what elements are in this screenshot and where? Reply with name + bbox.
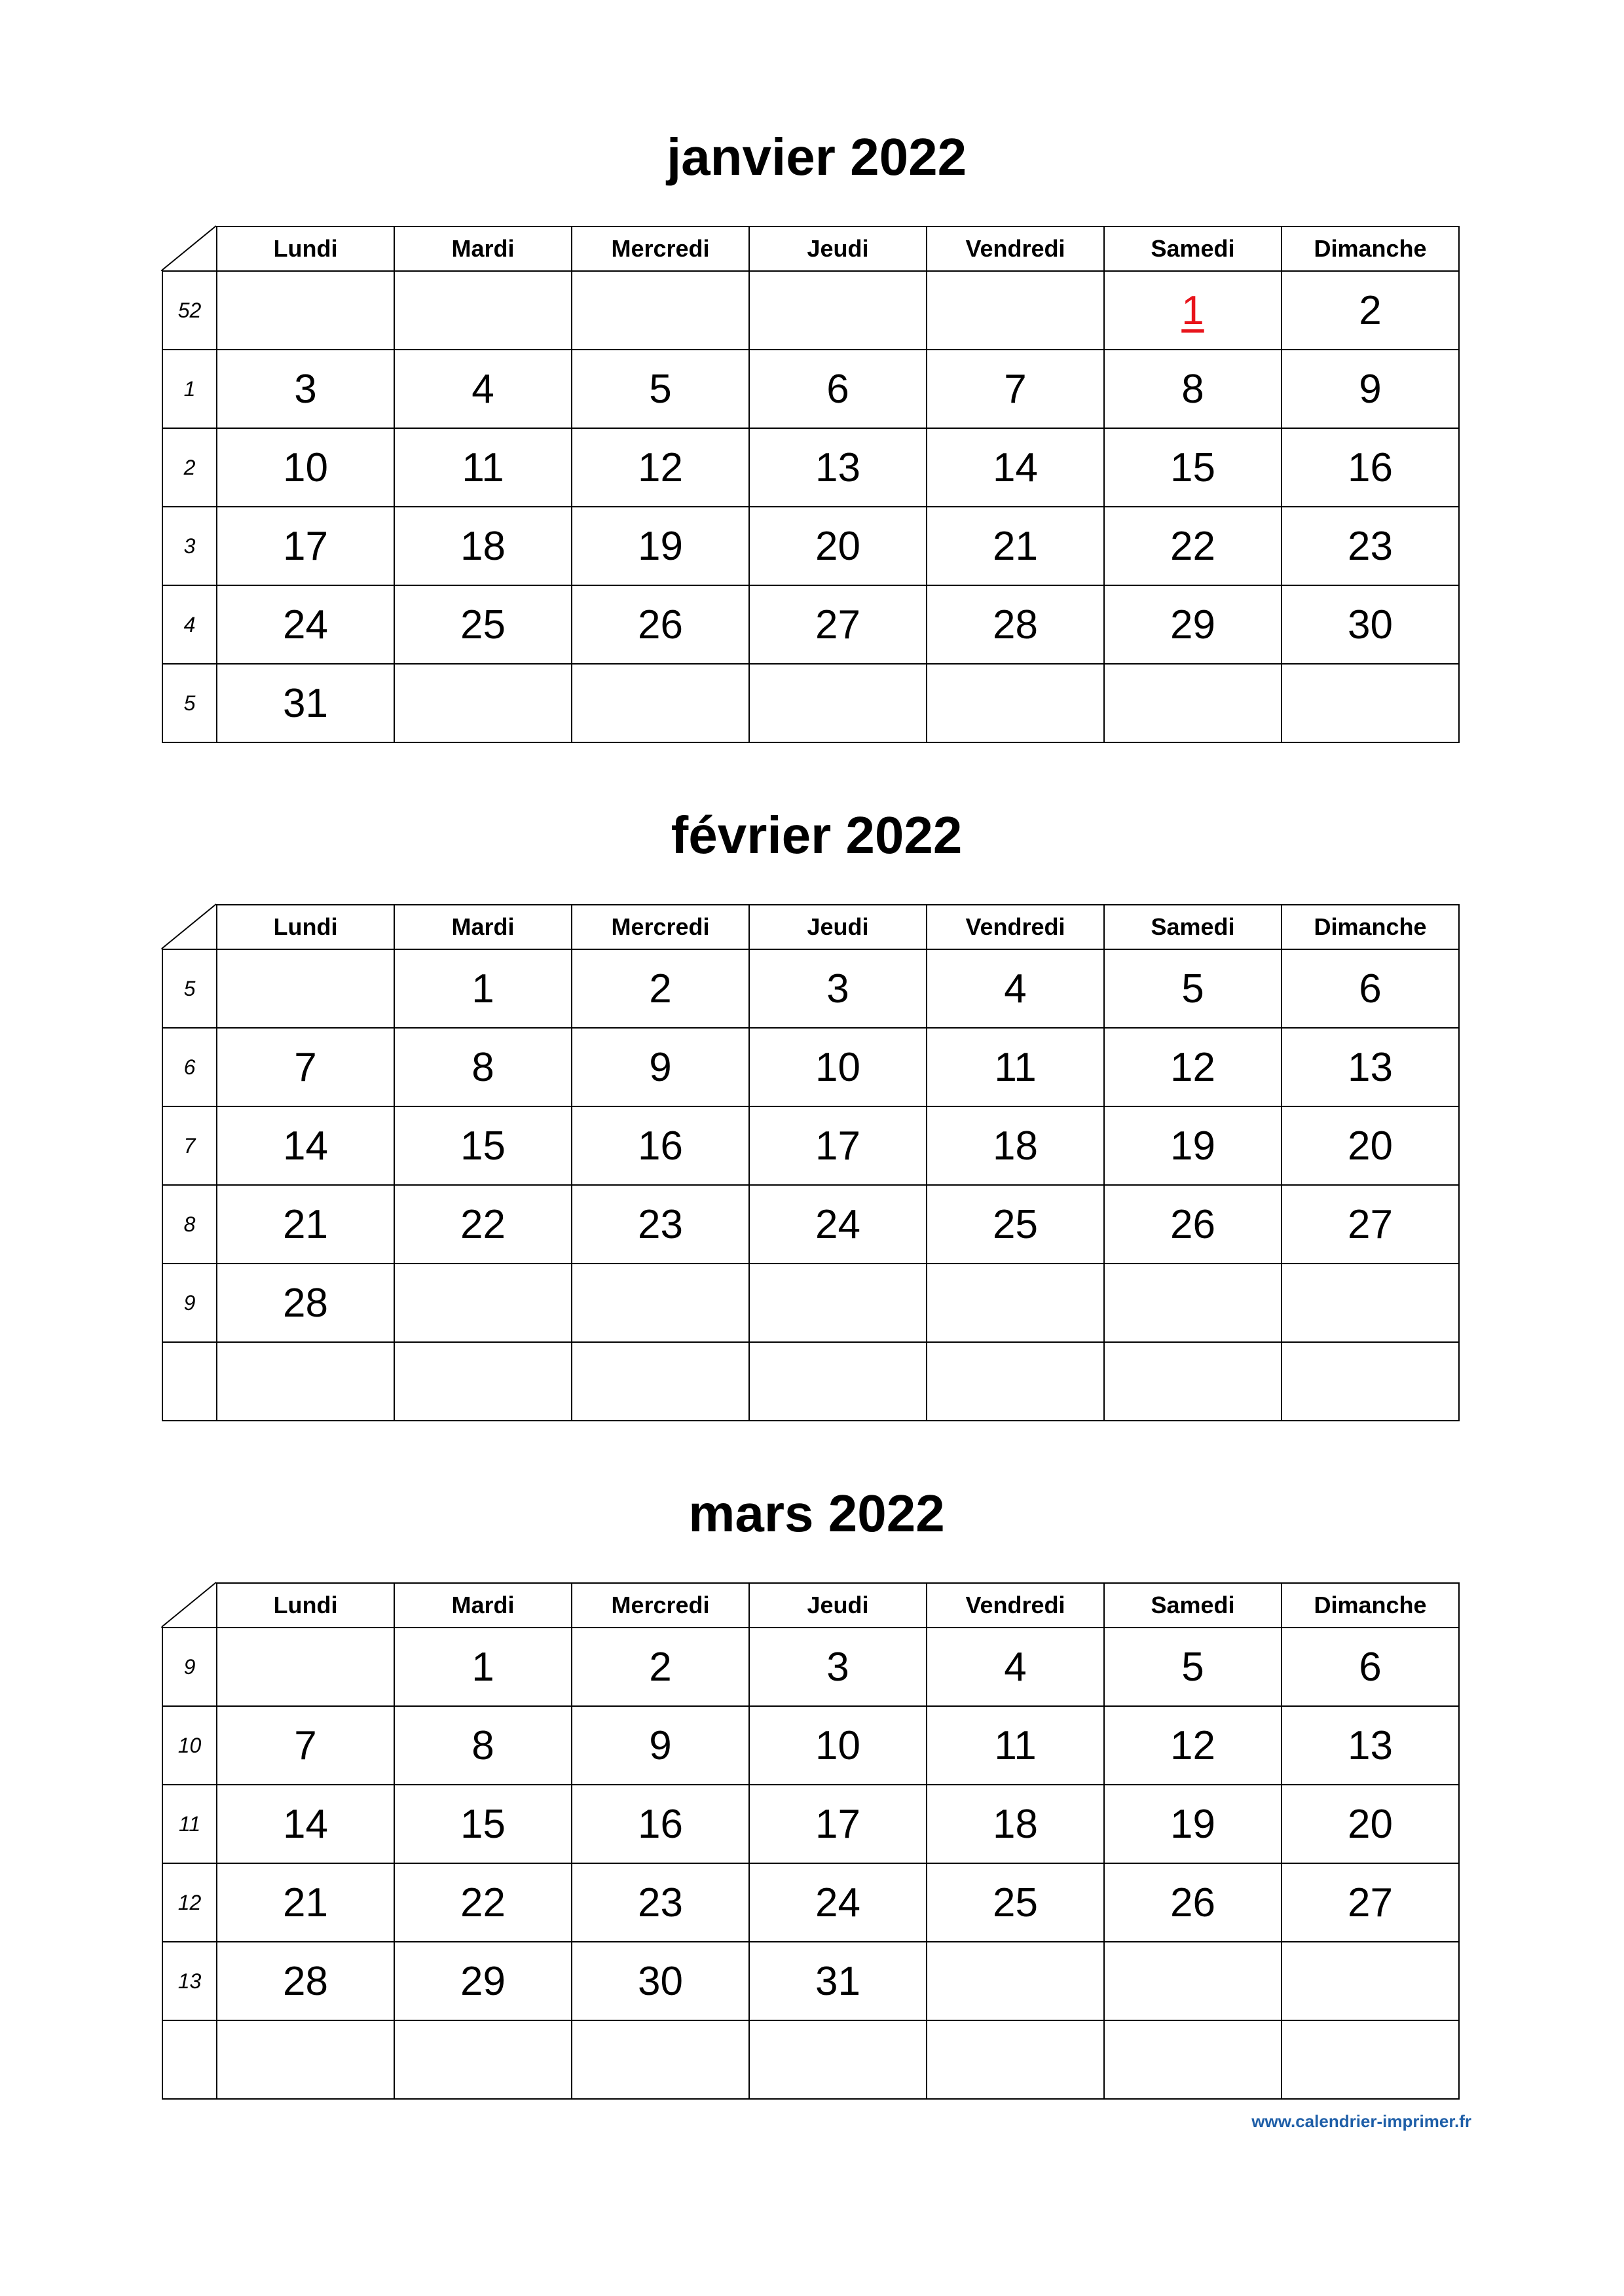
day-cell [217, 1342, 394, 1421]
day-cell [217, 585, 394, 664]
day-number: 24 [815, 1880, 860, 1925]
day-cell [1282, 664, 1459, 742]
week-row [162, 1028, 1459, 1106]
day-cell [394, 1342, 572, 1421]
weekday-header: Mardi [394, 1583, 572, 1628]
day-number: 2 [1359, 287, 1382, 333]
day-number: 19 [1170, 1123, 1215, 1169]
day-cell [927, 350, 1104, 428]
calendar-grid [162, 904, 1460, 1421]
day-cell [749, 1106, 927, 1185]
weekday-header: Jeudi [749, 227, 927, 271]
weekday-header: Mardi [394, 905, 572, 949]
day-number: 23 [638, 1201, 683, 1247]
day-cell [572, 271, 749, 350]
week-corner [162, 905, 217, 949]
day-number: 13 [1348, 1044, 1393, 1090]
day-cell [749, 1942, 927, 2020]
day-cell [749, 2020, 927, 2099]
day-cell [394, 1028, 572, 1106]
day-cell [749, 1028, 927, 1106]
day-number: 17 [283, 523, 328, 569]
day-number: 3 [826, 1644, 849, 1690]
day-number: 18 [993, 1801, 1038, 1847]
day-cell [1282, 350, 1459, 428]
day-number: 3 [294, 366, 317, 412]
day-cell [1104, 585, 1282, 664]
day-cell [1282, 507, 1459, 585]
day-number: 31 [815, 1958, 860, 2004]
day-cell [749, 507, 927, 585]
day-cell [927, 664, 1104, 742]
day-number: 24 [283, 602, 328, 647]
day-cell [749, 1785, 927, 1863]
day-cell [1282, 1185, 1459, 1264]
week-row [162, 507, 1459, 585]
day-cell [572, 585, 749, 664]
week-number: 52 [162, 271, 217, 350]
day-cell [217, 1264, 394, 1342]
day-number: 16 [1348, 445, 1393, 490]
week-number [162, 1342, 217, 1421]
weekday-header: Lundi [217, 1583, 394, 1628]
day-number: 22 [460, 1880, 506, 1925]
day-cell [217, 350, 394, 428]
day-cell [1104, 271, 1282, 350]
week-row [162, 1264, 1459, 1342]
weekday-header: Vendredi [927, 905, 1104, 949]
weekday-header: Mardi [394, 227, 572, 271]
day-number: 24 [815, 1201, 860, 1247]
day-cell [394, 1106, 572, 1185]
day-number: 5 [1181, 1644, 1204, 1690]
day-cell [749, 428, 927, 507]
day-number: 27 [1348, 1880, 1393, 1925]
day-number: 5 [1181, 966, 1204, 1011]
day-cell [572, 1106, 749, 1185]
weekday-header: Samedi [1104, 1583, 1282, 1628]
day-cell [749, 271, 927, 350]
day-cell [217, 1706, 394, 1785]
day-number: 15 [460, 1801, 506, 1847]
week-number: 12 [162, 1863, 217, 1942]
week-corner [162, 1583, 217, 1628]
weekday-header: Mercredi [572, 227, 749, 271]
day-number: 1 [471, 1644, 494, 1690]
day-cell [572, 664, 749, 742]
day-number: 27 [815, 602, 860, 647]
week-row [162, 428, 1459, 507]
day-cell [749, 585, 927, 664]
day-number: 18 [993, 1123, 1038, 1169]
day-cell [749, 949, 927, 1028]
weekday-header: Mercredi [572, 905, 749, 949]
day-cell [927, 1264, 1104, 1342]
day-number: 28 [283, 1280, 328, 1326]
day-cell [1282, 1106, 1459, 1185]
weekday-header: Lundi [217, 227, 394, 271]
day-cell [394, 428, 572, 507]
day-number: 28 [283, 1958, 328, 2004]
day-number: 9 [1359, 366, 1382, 412]
day-cell [1104, 1106, 1282, 1185]
day-cell [572, 1185, 749, 1264]
day-number: 21 [283, 1201, 328, 1247]
day-cell [749, 350, 927, 428]
day-number: 30 [638, 1958, 683, 2004]
day-cell [1104, 1942, 1282, 2020]
day-cell [1282, 428, 1459, 507]
day-cell [394, 664, 572, 742]
day-number: 2 [649, 1644, 672, 1690]
day-cell [217, 271, 394, 350]
day-number: 29 [1170, 602, 1215, 647]
day-number: 10 [815, 1044, 860, 1090]
day-cell [1282, 1785, 1459, 1863]
day-number: 11 [462, 445, 504, 490]
calendar-grid [162, 1582, 1460, 2100]
day-number: 27 [1348, 1201, 1393, 1247]
day-number: 16 [638, 1801, 683, 1847]
day-cell [572, 1706, 749, 1785]
day-cell [217, 2020, 394, 2099]
week-number: 8 [162, 1185, 217, 1264]
day-number: 29 [460, 1958, 506, 2004]
day-cell [1104, 1706, 1282, 1785]
weekday-header: Vendredi [927, 227, 1104, 271]
weekday-header: Samedi [1104, 227, 1282, 271]
day-cell [1282, 1863, 1459, 1942]
day-cell [1104, 350, 1282, 428]
day-number: 9 [649, 1722, 672, 1768]
day-number: 16 [638, 1123, 683, 1169]
week-row [162, 664, 1459, 742]
day-number: 6 [826, 366, 849, 412]
day-cell [572, 428, 749, 507]
day-number: 7 [294, 1722, 317, 1768]
week-number: 7 [162, 1106, 217, 1185]
day-number: 18 [460, 523, 506, 569]
month-title: mars 2022 [688, 1484, 945, 1542]
day-number: 31 [283, 680, 328, 726]
day-cell [1104, 1028, 1282, 1106]
day-number: 9 [649, 1044, 672, 1090]
day-number: 26 [1170, 1880, 1215, 1925]
day-cell [572, 1628, 749, 1706]
day-cell [927, 1106, 1104, 1185]
day-number: 3 [826, 966, 849, 1011]
day-cell [217, 1628, 394, 1706]
day-number: 12 [638, 445, 683, 490]
week-number: 5 [162, 949, 217, 1028]
day-cell [217, 664, 394, 742]
day-number: 23 [638, 1880, 683, 1925]
day-cell [1282, 1342, 1459, 1421]
day-number: 17 [815, 1123, 860, 1169]
week-row [162, 1342, 1459, 1421]
day-cell [749, 1863, 927, 1942]
day-number: 2 [649, 966, 672, 1011]
day-number: 23 [1348, 523, 1393, 569]
week-number: 9 [162, 1628, 217, 1706]
day-cell [1282, 1942, 1459, 2020]
day-cell [927, 1028, 1104, 1106]
day-number: 25 [460, 602, 506, 647]
weekday-header: Mercredi [572, 1583, 749, 1628]
day-cell [1104, 2020, 1282, 2099]
day-cell [394, 271, 572, 350]
day-cell [1104, 949, 1282, 1028]
day-cell [927, 1342, 1104, 1421]
day-cell [927, 949, 1104, 1028]
day-cell [217, 949, 394, 1028]
day-number: 25 [993, 1880, 1038, 1925]
day-cell [394, 1706, 572, 1785]
day-cell [394, 1628, 572, 1706]
day-cell [1282, 1028, 1459, 1106]
week-row [162, 1106, 1459, 1185]
weekday-header: Dimanche [1282, 905, 1459, 949]
day-cell [1104, 1342, 1282, 1421]
week-row [162, 1185, 1459, 1264]
day-number: 7 [294, 1044, 317, 1090]
day-number: 4 [1004, 966, 1027, 1011]
week-number: 13 [162, 1942, 217, 2020]
day-cell [749, 1264, 927, 1342]
day-number: 22 [1170, 523, 1215, 569]
day-number: 21 [283, 1880, 328, 1925]
day-cell [394, 1863, 572, 1942]
day-cell [1104, 1185, 1282, 1264]
day-number: 26 [1170, 1201, 1215, 1247]
day-cell [927, 1185, 1104, 1264]
weekday-header: Jeudi [749, 1583, 927, 1628]
day-cell [927, 507, 1104, 585]
week-number: 1 [162, 350, 217, 428]
day-cell [217, 1785, 394, 1863]
weekday-header: Jeudi [749, 905, 927, 949]
week-row [162, 1706, 1459, 1785]
week-corner [162, 227, 217, 271]
day-number: 11 [994, 1722, 1037, 1768]
week-number: 11 [162, 1785, 217, 1863]
day-cell [1282, 585, 1459, 664]
day-number: 6 [1359, 966, 1382, 1011]
weekday-header: Dimanche [1282, 1583, 1459, 1628]
day-number: 8 [1181, 366, 1204, 412]
day-cell [1104, 1785, 1282, 1863]
day-cell [394, 1785, 572, 1863]
day-cell [927, 428, 1104, 507]
week-number: 10 [162, 1706, 217, 1785]
day-number: 1 [471, 966, 494, 1011]
day-number: 21 [993, 523, 1038, 569]
day-cell [572, 1028, 749, 1106]
day-cell [1282, 271, 1459, 350]
day-number: 20 [815, 523, 860, 569]
day-number: 5 [649, 366, 672, 412]
day-number: 20 [1348, 1123, 1393, 1169]
day-cell [394, 1942, 572, 2020]
weekday-header: Vendredi [927, 1583, 1104, 1628]
day-number: 17 [815, 1801, 860, 1847]
week-number: 5 [162, 664, 217, 742]
day-cell [749, 1628, 927, 1706]
day-number: 22 [460, 1201, 506, 1247]
week-number: 3 [162, 507, 217, 585]
day-cell [394, 2020, 572, 2099]
day-number: 30 [1348, 602, 1393, 647]
day-number: 25 [993, 1201, 1038, 1247]
day-number: 15 [460, 1123, 506, 1169]
day-cell [1104, 1628, 1282, 1706]
day-cell [927, 2020, 1104, 2099]
week-row [162, 271, 1459, 350]
day-cell [394, 1185, 572, 1264]
day-number: 20 [1348, 1801, 1393, 1847]
day-number: 12 [1170, 1044, 1215, 1090]
day-number: 4 [471, 366, 494, 412]
day-cell [927, 1942, 1104, 2020]
day-cell [217, 1106, 394, 1185]
day-number: 8 [471, 1044, 494, 1090]
day-number: 14 [283, 1801, 328, 1847]
day-cell [1104, 1863, 1282, 1942]
month-title: février 2022 [671, 806, 963, 864]
day-cell [217, 1028, 394, 1106]
day-cell [749, 1342, 927, 1421]
day-number: 26 [638, 602, 683, 647]
holiday-day-number: 1 [1181, 287, 1204, 333]
day-cell [1282, 1706, 1459, 1785]
day-cell [1282, 949, 1459, 1028]
day-cell [217, 428, 394, 507]
week-row [162, 2020, 1459, 2099]
day-number: 8 [471, 1722, 494, 1768]
day-cell [394, 949, 572, 1028]
day-number: 13 [815, 445, 860, 490]
month-title: janvier 2022 [666, 128, 967, 186]
week-row [162, 585, 1459, 664]
day-cell [217, 507, 394, 585]
day-cell [572, 1942, 749, 2020]
day-cell [749, 1185, 927, 1264]
day-number: 11 [994, 1044, 1037, 1090]
week-number: 2 [162, 428, 217, 507]
day-cell [1104, 428, 1282, 507]
day-cell [1282, 1628, 1459, 1706]
week-row [162, 949, 1459, 1028]
day-cell [927, 1863, 1104, 1942]
day-cell [749, 664, 927, 742]
day-cell [572, 1264, 749, 1342]
day-number: 6 [1359, 1644, 1382, 1690]
day-number: 7 [1004, 366, 1027, 412]
day-cell [217, 1185, 394, 1264]
day-cell [572, 1342, 749, 1421]
weekday-header: Samedi [1104, 905, 1282, 949]
day-cell [394, 585, 572, 664]
week-row [162, 1785, 1459, 1863]
day-number: 12 [1170, 1722, 1215, 1768]
day-cell [1104, 507, 1282, 585]
day-cell [927, 271, 1104, 350]
day-cell [1104, 664, 1282, 742]
day-cell [927, 1706, 1104, 1785]
day-cell [749, 1706, 927, 1785]
weekday-header: Dimanche [1282, 227, 1459, 271]
day-number: 14 [283, 1123, 328, 1169]
day-cell [572, 949, 749, 1028]
day-number: 19 [638, 523, 683, 569]
day-cell [394, 350, 572, 428]
week-row [162, 1942, 1459, 2020]
day-cell [217, 1942, 394, 2020]
day-cell [572, 350, 749, 428]
day-cell [394, 507, 572, 585]
week-number: 6 [162, 1028, 217, 1106]
week-row [162, 1628, 1459, 1706]
week-number: 4 [162, 585, 217, 664]
day-cell [572, 1863, 749, 1942]
weekday-header: Lundi [217, 905, 394, 949]
day-cell [1104, 1264, 1282, 1342]
day-number: 4 [1004, 1644, 1027, 1690]
day-number: 28 [993, 602, 1038, 647]
day-number: 14 [993, 445, 1038, 490]
day-number: 10 [815, 1722, 860, 1768]
day-cell [927, 1785, 1104, 1863]
day-cell [572, 507, 749, 585]
calendar-grid [162, 226, 1460, 743]
week-number [162, 2020, 217, 2099]
website-link[interactable]: www.calendrier-imprimer.fr [1251, 2111, 1471, 2131]
day-cell [927, 585, 1104, 664]
week-row [162, 350, 1459, 428]
day-number: 15 [1170, 445, 1215, 490]
day-cell [927, 1628, 1104, 1706]
week-row [162, 1863, 1459, 1942]
day-number: 10 [283, 445, 328, 490]
day-cell [217, 1863, 394, 1942]
day-number: 13 [1348, 1722, 1393, 1768]
day-cell [572, 1785, 749, 1863]
day-cell [1282, 1264, 1459, 1342]
day-cell [1282, 2020, 1459, 2099]
day-cell [572, 2020, 749, 2099]
week-number: 9 [162, 1264, 217, 1342]
day-number: 19 [1170, 1801, 1215, 1847]
day-cell [394, 1264, 572, 1342]
